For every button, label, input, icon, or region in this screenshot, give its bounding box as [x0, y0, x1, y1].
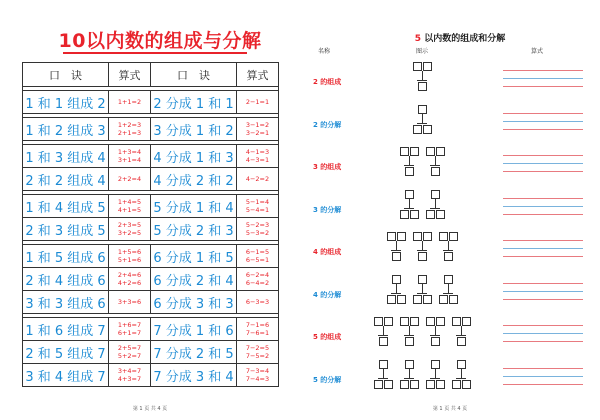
answer-box [418, 252, 427, 261]
answer-box [431, 167, 440, 176]
answer-box [374, 380, 383, 389]
table-row [23, 91, 279, 114]
answer-box [462, 317, 471, 326]
answer-line[interactable] [503, 163, 583, 164]
answer-box [436, 317, 445, 326]
table-row [23, 268, 279, 291]
answer-box [400, 210, 409, 219]
answer-line[interactable] [503, 299, 583, 300]
answer-line[interactable] [503, 129, 583, 130]
formula-line: 2+4=6 [117, 271, 142, 279]
answer-box [418, 82, 427, 91]
answer-box [423, 125, 432, 134]
connector-line [391, 293, 401, 294]
formula-line: 5−3=2 [245, 229, 270, 237]
connector-line [378, 378, 388, 379]
formula-line: 7−1=6 [245, 321, 270, 329]
decompose-rhyme: 4 分成 2 和 2 [151, 168, 237, 191]
answer-box [462, 380, 471, 389]
formula-line: 5+2=7 [117, 352, 142, 360]
decompose-formula [237, 195, 279, 218]
formula-line: 1+5=6 [117, 248, 142, 256]
decompose-formula [237, 245, 279, 268]
formula-line: 2+2=4 [117, 175, 142, 183]
decompose-rhyme: 4 分成 1 和 3 [151, 145, 237, 168]
connector-line [456, 378, 466, 379]
decompose-formula [237, 145, 279, 168]
answer-box [397, 295, 406, 304]
decompose-formula [237, 91, 279, 114]
connector-line [383, 326, 384, 335]
connector-line [417, 80, 427, 81]
formula-line: 1+3=4 [117, 148, 142, 156]
answer-line[interactable] [503, 155, 583, 156]
answer-box [439, 295, 448, 304]
decompose-formula [237, 168, 279, 191]
decompose-rhyme: 5 分成 1 和 4 [151, 195, 237, 218]
answer-line[interactable] [503, 341, 583, 342]
connector-line [417, 123, 427, 124]
decompose-formula [237, 218, 279, 241]
compose-formula [109, 268, 151, 291]
connector-line [404, 335, 414, 336]
answer-box [379, 360, 388, 369]
answer-box [426, 210, 435, 219]
connector-line [435, 326, 436, 335]
answer-line[interactable] [503, 376, 583, 377]
answer-box [436, 380, 445, 389]
formula-line: 6+1=7 [117, 329, 142, 337]
rhyme-table [22, 62, 279, 387]
answer-box [436, 210, 445, 219]
connector-line [383, 369, 384, 378]
connector-line [430, 378, 440, 379]
decompose-formula [237, 268, 279, 291]
decompose-rhyme: 6 分成 2 和 4 [151, 268, 237, 291]
table-row [23, 291, 279, 314]
formula-line: 3+1=4 [117, 156, 142, 164]
formula-line: 4+2=6 [117, 279, 142, 287]
connector-line [396, 284, 397, 293]
title-underline [63, 52, 247, 54]
compose-rhyme: 2 和 2 组成 4 [23, 168, 109, 191]
compose-rhyme: 1 和 2 组成 3 [23, 118, 109, 141]
header-formula-2: 算式 [237, 63, 279, 87]
answer-box [397, 232, 406, 241]
header-rhyme-1: 口 诀 [23, 63, 109, 87]
decompose-formula [237, 341, 279, 364]
formula-line: 3+4=7 [117, 367, 142, 375]
connector-line [409, 156, 410, 165]
compose-rhyme: 1 和 5 组成 6 [23, 245, 109, 268]
decompose-rhyme: 6 分成 3 和 3 [151, 291, 237, 314]
answer-box [457, 337, 466, 346]
answer-line[interactable] [503, 248, 583, 249]
compose-rhyme: 2 和 5 组成 7 [23, 341, 109, 364]
connector-line [409, 326, 410, 335]
formula-line: 4+3=7 [117, 375, 142, 383]
answer-box [444, 275, 453, 284]
answer-box [444, 252, 453, 261]
row-label: 4 的分解 [313, 290, 342, 299]
connector-line [404, 165, 414, 166]
decompose-formula [237, 291, 279, 314]
answer-line[interactable] [503, 291, 583, 292]
formula-line: 2−1=1 [245, 98, 270, 106]
answer-box [452, 317, 461, 326]
formula-line: 7−2=5 [245, 344, 270, 352]
formula-line: 4−3=1 [245, 156, 270, 164]
answer-box [374, 317, 383, 326]
compose-formula [109, 145, 151, 168]
compose-formula [109, 218, 151, 241]
answer-box [392, 275, 401, 284]
connector-line [435, 156, 436, 165]
table-row [23, 168, 279, 191]
connector-line [396, 241, 397, 250]
header-formula-1: 算式 [109, 63, 151, 87]
connector-line [461, 369, 462, 378]
answer-line[interactable] [503, 333, 583, 334]
connector-line [422, 71, 423, 80]
answer-box [384, 317, 393, 326]
answer-box [384, 380, 393, 389]
answer-box [423, 62, 432, 71]
formula-line: 7−3=4 [245, 367, 270, 375]
compose-rhyme: 1 和 6 组成 7 [23, 318, 109, 341]
table-row [23, 245, 279, 268]
compose-formula [109, 118, 151, 141]
decompose-rhyme: 2 分成 1 和 1 [151, 91, 237, 114]
answer-box [405, 167, 414, 176]
decompose-rhyme: 7 分成 1 和 6 [151, 318, 237, 341]
answer-box [418, 275, 427, 284]
table-header-row [23, 63, 279, 87]
connector-line [417, 250, 427, 251]
header-rhyme-2: 口 诀 [151, 63, 237, 87]
table-row [23, 364, 279, 387]
answer-box [423, 232, 432, 241]
formula-line: 6−3=3 [245, 298, 270, 306]
connector-line [435, 369, 436, 378]
formula-line: 4−1=3 [245, 148, 270, 156]
answer-line[interactable] [503, 256, 583, 257]
compose-rhyme: 1 和 1 组成 2 [23, 91, 109, 114]
formula-line: 7−5=2 [245, 352, 270, 360]
answer-line[interactable] [503, 325, 583, 326]
formula-line: 6−2=4 [245, 271, 270, 279]
page-number: 第 1 页 共 4 页 [132, 406, 168, 412]
table-row [23, 318, 279, 341]
formula-line: 6−4=2 [245, 279, 270, 287]
table-row [23, 118, 279, 141]
connector-line [417, 293, 427, 294]
compose-formula [109, 168, 151, 191]
connector-line [448, 284, 449, 293]
compose-formula [109, 318, 151, 341]
answer-box [436, 147, 445, 156]
row-label: 5 的分解 [313, 375, 342, 384]
answer-box [418, 105, 427, 114]
row-label: 3 的分解 [313, 205, 342, 214]
answer-box [426, 317, 435, 326]
row-label: 2 的组成 [313, 78, 342, 86]
answer-box [431, 360, 440, 369]
compose-rhyme: 2 和 3 组成 5 [23, 218, 109, 241]
formula-line: 7−6=1 [245, 329, 270, 337]
table-row [23, 195, 279, 218]
compose-rhyme: 1 和 4 组成 5 [23, 195, 109, 218]
connector-line [435, 199, 436, 208]
worksheet-title [380, 31, 540, 44]
connector-line [378, 335, 388, 336]
answer-line[interactable] [503, 368, 583, 369]
answer-box [413, 295, 422, 304]
answer-box [405, 190, 414, 199]
formula-line: 7−4=3 [245, 375, 270, 383]
connector-line [430, 165, 440, 166]
connector-line [430, 335, 440, 336]
formula-line: 2+1=3 [117, 129, 142, 137]
answer-box [426, 380, 435, 389]
connector-line [461, 326, 462, 335]
decompose-rhyme: 6 分成 1 和 5 [151, 245, 237, 268]
answer-line[interactable] [503, 113, 583, 114]
answer-box [439, 232, 448, 241]
formula-line: 1+2=3 [117, 121, 142, 129]
answer-box [379, 337, 388, 346]
compose-rhyme: 2 和 4 组成 6 [23, 268, 109, 291]
answer-box [413, 62, 422, 71]
compose-formula [109, 245, 151, 268]
compose-rhyme: 3 和 3 组成 6 [23, 291, 109, 314]
compose-formula [109, 341, 151, 364]
connector-line [409, 199, 410, 208]
answer-line[interactable] [503, 70, 583, 71]
row-label: 5 的组成 [313, 333, 342, 341]
answer-box [387, 232, 396, 241]
answer-box [405, 337, 414, 346]
answer-box [431, 337, 440, 346]
formula-line: 2+5=7 [117, 344, 142, 352]
formula-line: 3−2=1 [245, 129, 270, 137]
row-label: 4 的组成 [313, 248, 342, 256]
answer-line[interactable] [503, 121, 583, 122]
answer-line[interactable] [503, 198, 583, 199]
connector-line [430, 208, 440, 209]
answer-box [387, 295, 396, 304]
answer-box [392, 252, 401, 261]
decompose-rhyme: 7 分成 2 和 5 [151, 341, 237, 364]
answer-line[interactable] [503, 240, 583, 241]
formula-line: 3−1=2 [245, 121, 270, 129]
formula-line: 5−2=3 [245, 221, 270, 229]
decompose-rhyme: 5 分成 2 和 3 [151, 218, 237, 241]
connector-line [404, 378, 414, 379]
answer-box [410, 210, 419, 219]
column-header-diagram: 图示 [416, 48, 429, 55]
connector-line [422, 241, 423, 250]
compose-rhyme: 3 和 4 组成 7 [23, 364, 109, 387]
decompose-rhyme: 3 分成 1 和 2 [151, 118, 237, 141]
connector-line [422, 114, 423, 123]
decompose-rhyme: 7 分成 3 和 4 [151, 364, 237, 387]
formula-line: 4−2=2 [245, 175, 270, 183]
answer-line[interactable] [503, 384, 583, 385]
page-number: 第 1 页 共 4 页 [432, 406, 468, 412]
answer-box [400, 317, 409, 326]
answer-box [400, 380, 409, 389]
rhyme-table-body [23, 87, 279, 387]
answer-box [410, 317, 419, 326]
formula-line: 6−1=5 [245, 248, 270, 256]
formula-line: 5−1=4 [245, 198, 270, 206]
compose-formula [109, 291, 151, 314]
answer-box [452, 380, 461, 389]
formula-line: 1+6=7 [117, 321, 142, 329]
table-row [23, 341, 279, 364]
compose-formula [109, 195, 151, 218]
connector-line [443, 293, 453, 294]
connector-line [456, 335, 466, 336]
title-number: 5 [414, 34, 422, 44]
connector-line [391, 250, 401, 251]
answer-line[interactable] [503, 283, 583, 284]
answer-box [400, 147, 409, 156]
connector-line [422, 284, 423, 293]
formula-line: 3+2=5 [117, 229, 142, 237]
connector-line [409, 369, 410, 378]
row-label: 3 的组成 [313, 163, 342, 171]
column-header-formula: 算式 [531, 48, 544, 55]
page-title: 10以内数的组成与分解 [58, 30, 262, 52]
answer-line[interactable] [503, 214, 583, 215]
formula-line: 4+1=5 [117, 206, 142, 214]
formula-line: 6−5=1 [245, 256, 270, 264]
decompose-formula [237, 118, 279, 141]
table-row [23, 218, 279, 241]
answer-box [413, 232, 422, 241]
answer-box [423, 295, 432, 304]
answer-box [449, 295, 458, 304]
column-header-name: 名称 [318, 48, 331, 55]
connector-line [448, 241, 449, 250]
title-text: 以内数的组成和分解 [424, 34, 506, 44]
formula-line: 2+3=5 [117, 221, 142, 229]
compose-rhyme: 1 和 3 组成 4 [23, 145, 109, 168]
answer-box [413, 125, 422, 134]
answer-box [410, 380, 419, 389]
answer-box [431, 190, 440, 199]
decompose-formula [237, 364, 279, 387]
connector-line [404, 208, 414, 209]
right-page [300, 0, 600, 420]
formula-line: 1+1=2 [117, 98, 142, 106]
answer-line[interactable] [503, 206, 583, 207]
answer-box [405, 360, 414, 369]
answer-box [449, 232, 458, 241]
formula-line: 3+3=6 [117, 298, 142, 306]
formula-line: 5−4=1 [245, 206, 270, 214]
formula-line: 5+1=6 [117, 256, 142, 264]
answer-box [426, 147, 435, 156]
compose-formula [109, 91, 151, 114]
answer-line[interactable] [503, 78, 583, 79]
answer-box [457, 360, 466, 369]
table-row [23, 145, 279, 168]
decompose-formula [237, 318, 279, 341]
answer-line[interactable] [503, 86, 583, 87]
answer-line[interactable] [503, 171, 583, 172]
compose-formula [109, 364, 151, 387]
connector-line [443, 250, 453, 251]
row-label: 2 的分解 [313, 120, 342, 129]
formula-line: 1+4=5 [117, 198, 142, 206]
answer-box [410, 147, 419, 156]
